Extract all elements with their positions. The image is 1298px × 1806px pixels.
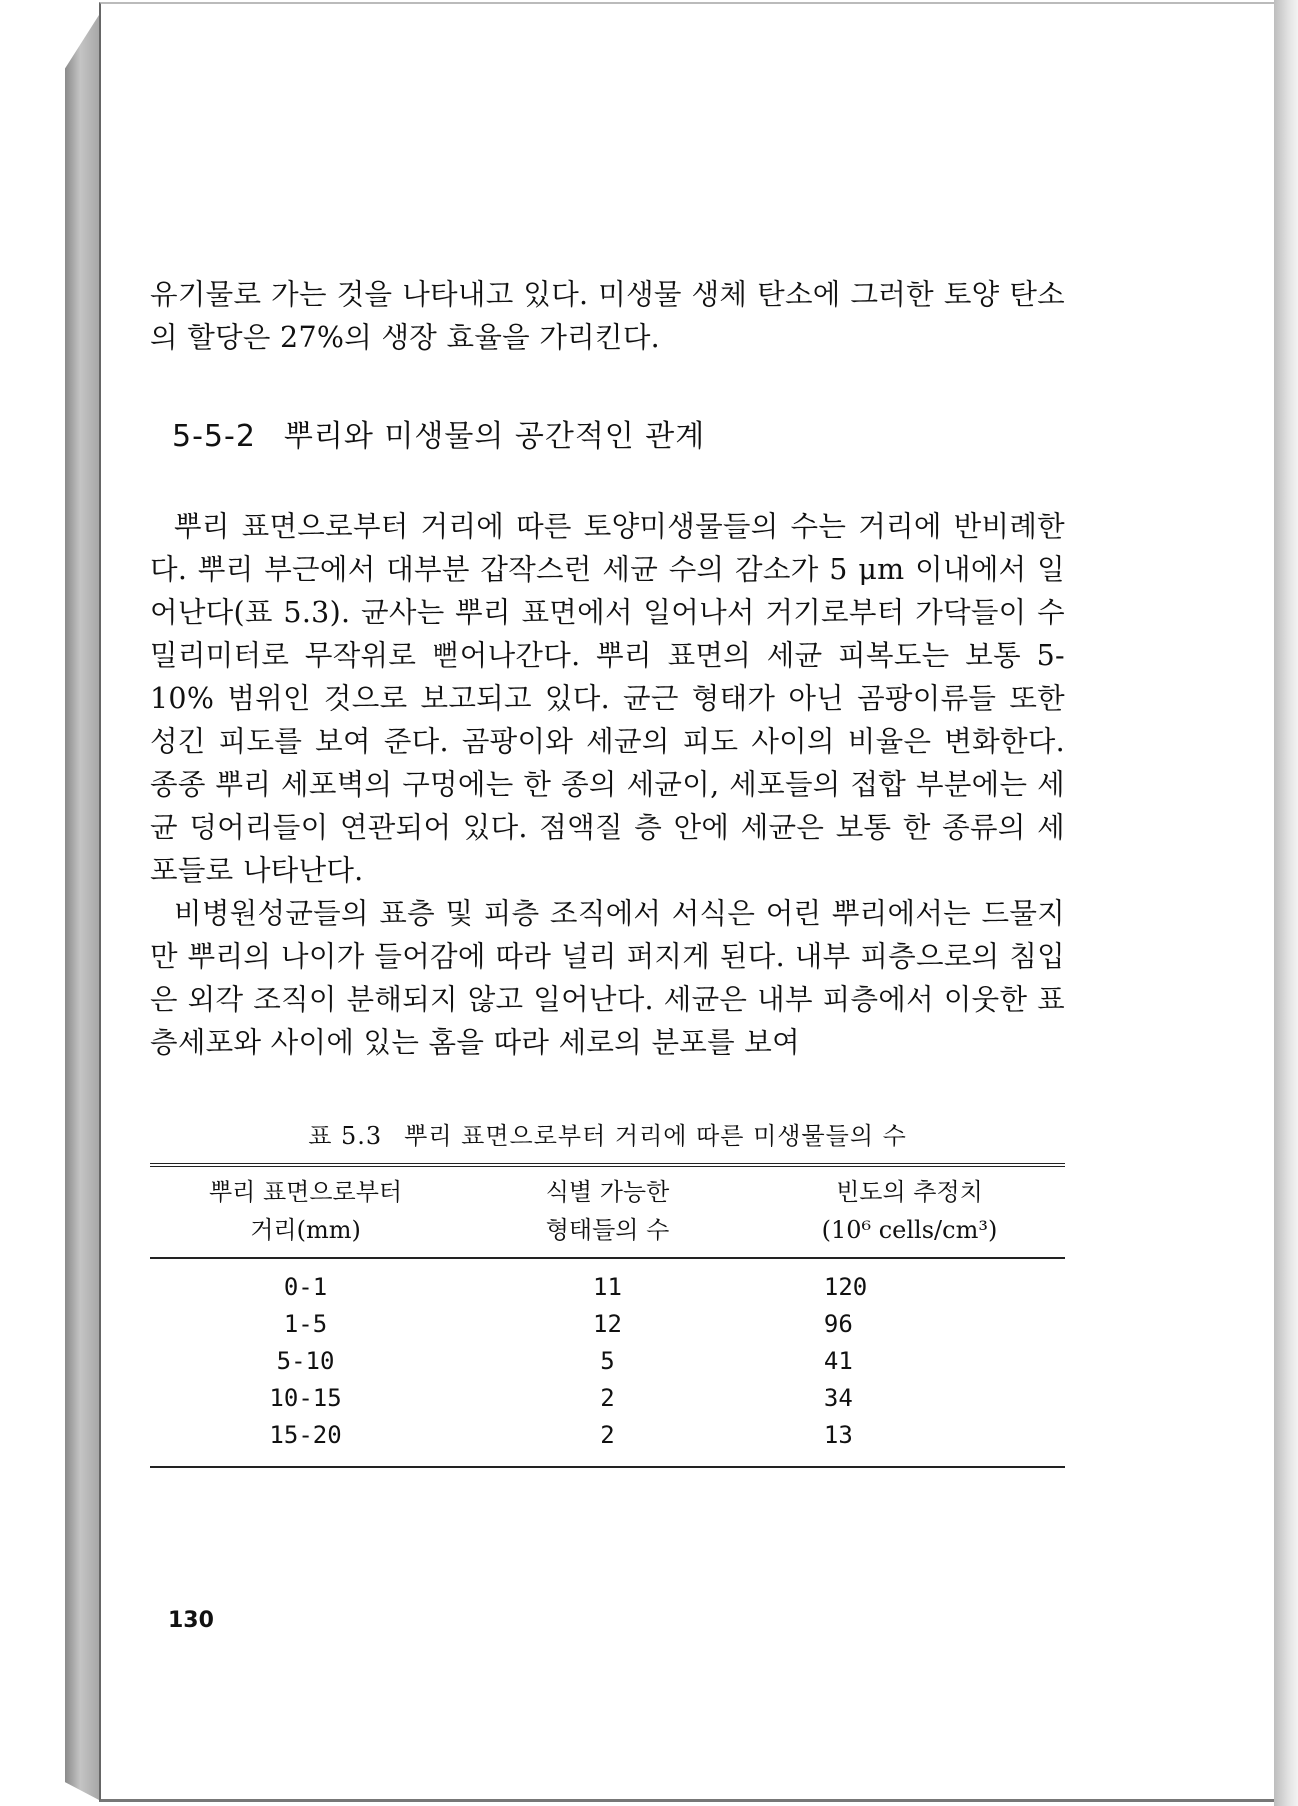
cell-morphotypes: 2 (600, 1384, 615, 1412)
table-row (150, 1380, 1065, 1417)
cell-distance: 15-20 (269, 1421, 342, 1449)
cell-frequency: 34 (823, 1384, 853, 1412)
cell-frequency: 13 (823, 1421, 853, 1449)
table-caption-label: 표 5.3 (308, 1122, 383, 1150)
table-row (150, 1417, 1065, 1467)
paragraph-3: 비병원성균들의 표층 및 피층 조직에서 서식은 어린 뿌리에서는 드물지만 뿌리의 나이가 들어감에 따라 널리 퍼지게 된다. 내부 피층으로의 침입은 외각 조직이 분해되지 않고 일어난다. 세균은 내부 피층에서 이웃한 표층세포와 사이에 있는 홈을 따라 세로의 분포를 보여 (150, 897, 1065, 1059)
data-table (150, 1163, 1065, 1468)
paragraph-2: 뿌리 표면으로부터 거리에 따른 토양미생물들의 수는 거리에 반비례한다. 뿌리 부근에서 대부분 갑작스런 세균 수의 감소가 5 μm 이내에서 일어난다(표 5.3). 균사는 뿌리 표면에서 일어나서 거기로부터 가닥들이 수 밀리미터로 무작위로 뻗어나간다. 뿌리 표면의 세균 피복도는 보통 5-10% 범위인 것으로 보고되고 있다. 균근 형태가 아닌 곰팡이류들 또한 성긴 피도를 보여 준다. 곰팡이와 세균의 피도 사이의 비율은 변화한다. 종종 뿌리 세포벽의 구멍에는 한 종의 세균이, 세포들의 접합 부분에는 세균 덩어리들이 연관되어 있다. 점액질 층 안에 세균은 보통 한 종류의 세포들로 나타난다. (150, 510, 1065, 887)
table-row (150, 1343, 1065, 1380)
cell-distance: 1-5 (283, 1310, 328, 1338)
cell-distance: 0-1 (283, 1273, 328, 1301)
table-row (150, 1258, 1065, 1306)
section-title: 뿌리와 미생물의 공간적인 관계 (283, 419, 706, 454)
cell-frequency: 120 (823, 1273, 868, 1301)
table-caption-text: 뿌리 표면으로부터 거리에 따른 미생물들의 수 (404, 1122, 907, 1150)
table-row (150, 1306, 1065, 1343)
table-header-row (150, 1165, 1065, 1258)
cell-morphotypes: 12 (593, 1310, 622, 1338)
paragraph-1: 유기물로 가는 것을 나타내고 있다. 미생물 생체 탄소에 그러한 토양 탄소의 할당은 27%의 생장 효율을 가리킨다. (150, 278, 1065, 354)
section-heading (172, 411, 1065, 455)
cell-distance: 5-10 (276, 1347, 335, 1375)
header-morphotypes: 식별 가능한 형태들의 수 (461, 1165, 754, 1258)
table-caption (150, 1116, 1065, 1151)
cell-frequency: 96 (823, 1310, 853, 1338)
cell-morphotypes: 5 (600, 1347, 615, 1375)
cell-distance: 10-15 (269, 1384, 342, 1412)
header-frequency: 빈도의 추정치 (10⁶ cells/cm³) (754, 1165, 1065, 1258)
cell-morphotypes: 11 (593, 1273, 622, 1301)
cell-frequency: 41 (823, 1347, 853, 1375)
section-number: 5-5-2 (172, 419, 256, 454)
cell-morphotypes: 2 (600, 1421, 615, 1449)
page-content (150, 273, 1065, 1468)
header-distance: 뿌리 표면으로부터 거리(mm) (150, 1165, 461, 1258)
page-stack-shadow (1274, 0, 1298, 1806)
page-number: 130 (168, 1608, 214, 1633)
book-spine-edge (65, 15, 99, 1800)
